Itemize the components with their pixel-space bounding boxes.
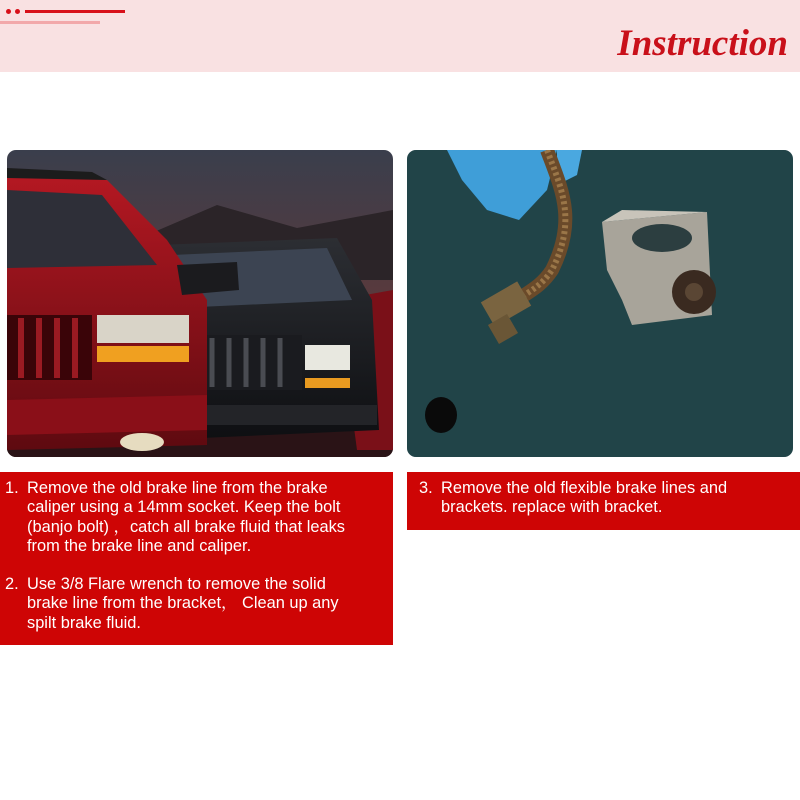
instruction-panel-left: [0, 472, 393, 645]
step-number: 2.: [5, 575, 19, 593]
step-2: [5, 575, 393, 633]
header-banner: [0, 0, 800, 72]
instruction-panel-right: [407, 472, 800, 530]
step-number: 3.: [419, 479, 433, 497]
step-text: Remove the old brake line from the brake caliper using a 14mm socket. Keep the bolt (banjo bolt) ，catch all brake fluid that leaks from the brake line and caliper.: [27, 479, 345, 556]
step-1: [5, 479, 393, 557]
vehicle-photo: [7, 150, 393, 457]
step-number: 1.: [5, 479, 19, 497]
decor-line: [0, 21, 100, 24]
decor-dot: [6, 9, 11, 14]
brake-line-photo: [407, 150, 793, 457]
step-3: [419, 479, 799, 518]
step-text: Remove the old flexible brake lines and brackets. replace with bracket.: [441, 479, 728, 517]
decor-dot: [15, 9, 20, 14]
decor-line: [25, 10, 125, 13]
step-text: Use 3/8 Flare wrench to remove the solid brake line from the bracket， Clean up any spilt brake fluid.: [27, 575, 339, 632]
page-title: Instruction: [617, 23, 788, 64]
